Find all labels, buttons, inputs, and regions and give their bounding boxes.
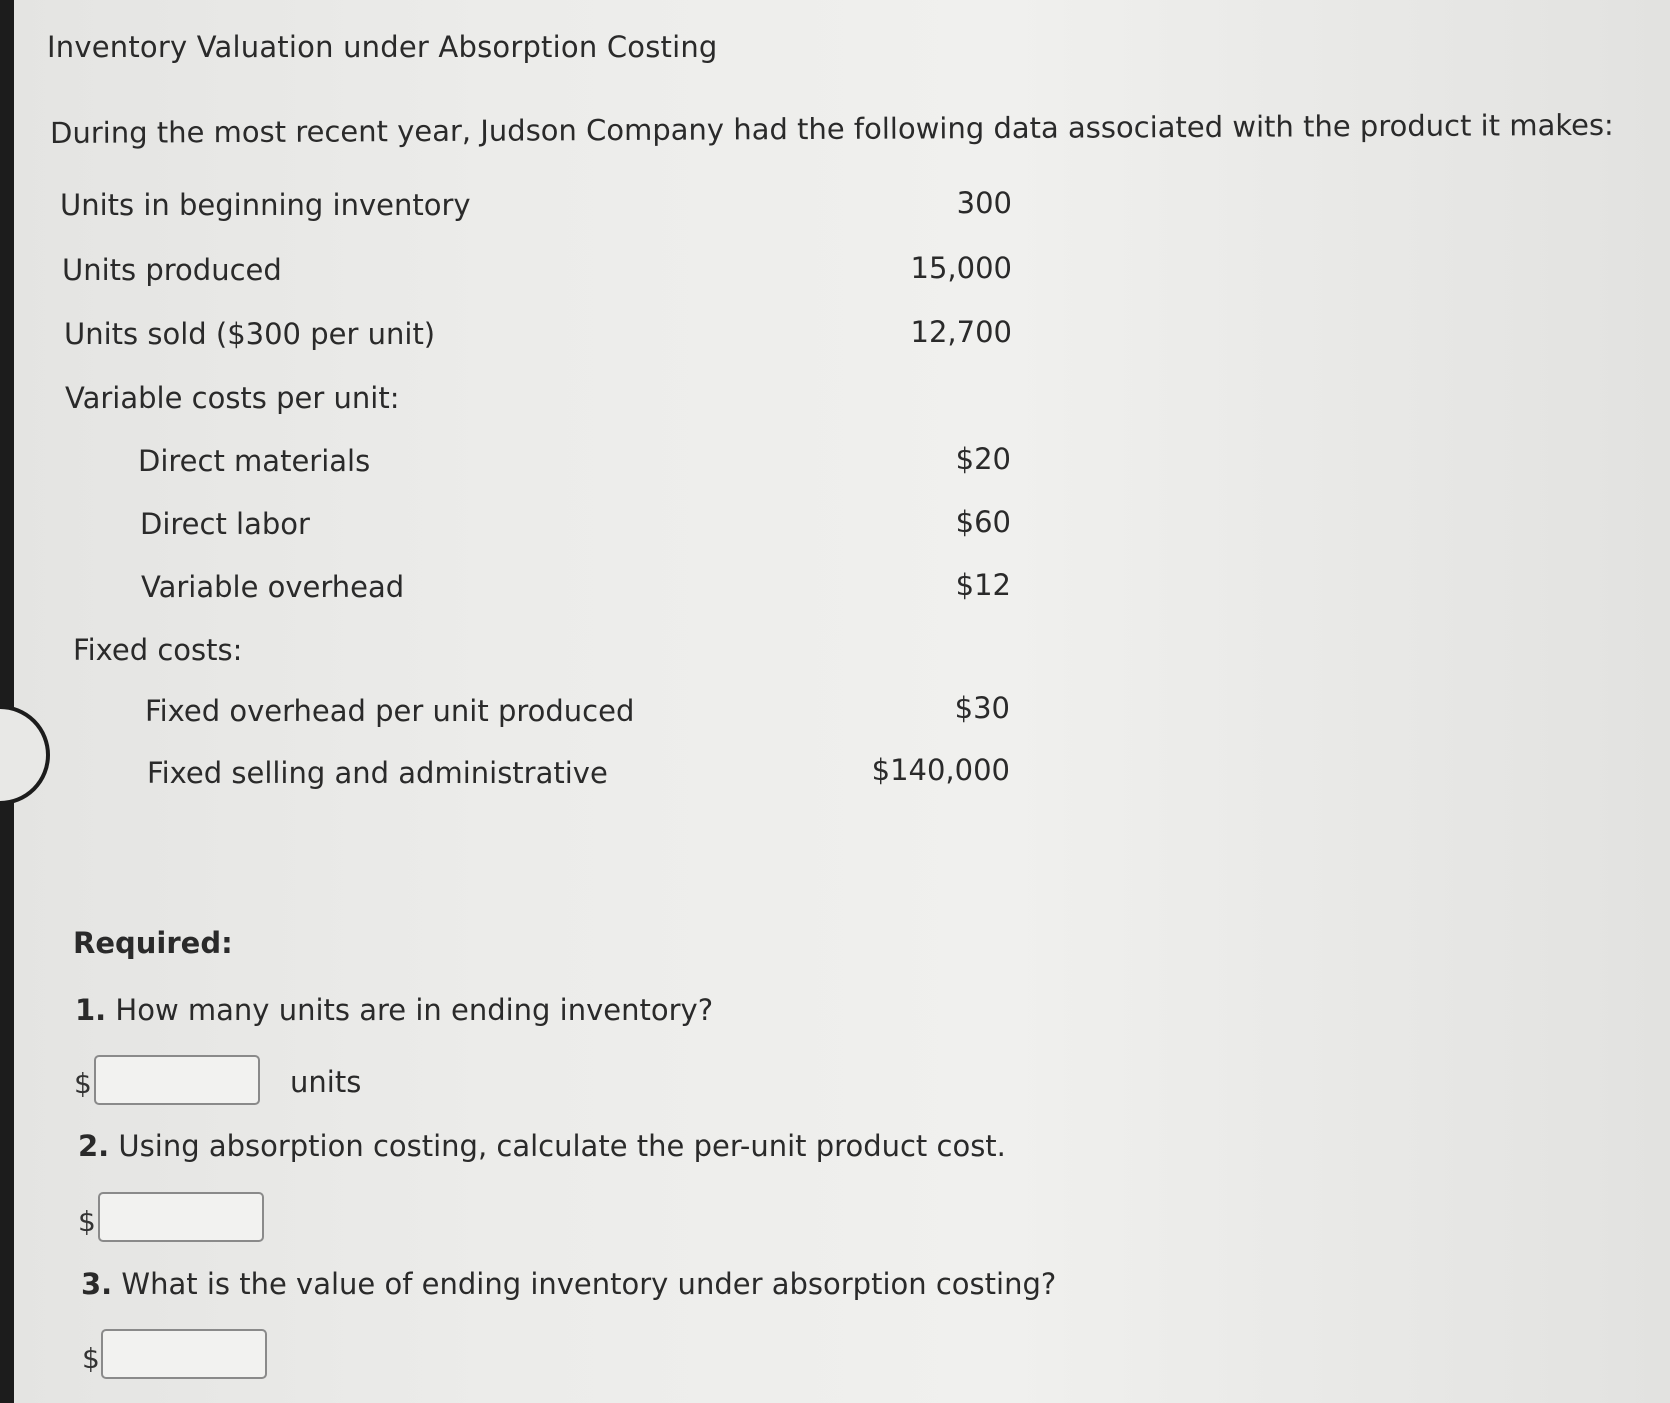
row-label-beginning-inventory: Units in beginning inventory: [60, 188, 471, 222]
row-value-units-sold: 12,700: [910, 315, 1012, 349]
question-2-number: 2.: [78, 1129, 110, 1163]
question-3-dollar-sign: $: [82, 1342, 100, 1375]
question-1-dollar-sign: $: [74, 1067, 92, 1100]
question-1-text: How many units are in ending inventory?: [115, 993, 714, 1027]
question-3-number: 3.: [81, 1267, 113, 1301]
row-value-fixed-overhead: $30: [954, 691, 1010, 725]
row-value-variable-overhead: $12: [955, 568, 1011, 602]
per-unit-product-cost-input[interactable]: [98, 1192, 264, 1242]
row-value-direct-materials: $20: [955, 442, 1011, 476]
question-1-units-label: units: [290, 1065, 362, 1099]
intro-text: During the most recent year, Judson Company had the following data associated with the product it makes:: [50, 107, 1614, 150]
row-label-units-sold: Units sold ($300 per unit): [64, 317, 436, 351]
row-value-beginning-inventory: 300: [956, 186, 1012, 220]
question-1: [75, 993, 713, 1027]
row-label-fixed-selling-admin: Fixed selling and administrative: [147, 756, 608, 790]
row-value-fixed-selling-admin: $140,000: [871, 753, 1010, 787]
row-label-variable-overhead: Variable overhead: [141, 570, 405, 604]
ending-inventory-value-input[interactable]: [101, 1329, 267, 1379]
question-2: [78, 1129, 1006, 1163]
row-label-direct-labor: Direct labor: [140, 507, 310, 541]
row-value-units-produced: 15,000: [910, 251, 1012, 285]
required-heading: Required:: [73, 926, 233, 960]
question-1-number: 1.: [75, 993, 107, 1027]
row-label-fixed-overhead: Fixed overhead per unit produced: [145, 694, 635, 728]
page-title: Inventory Valuation under Absorption Costing: [47, 30, 718, 64]
ending-inventory-units-input[interactable]: [94, 1055, 260, 1105]
row-label-direct-materials: Direct materials: [138, 444, 371, 478]
question-2-dollar-sign: $: [78, 1205, 96, 1238]
question-2-text: Using absorption costing, calculate the per-unit product cost.: [118, 1129, 1006, 1163]
row-value-direct-labor: $60: [955, 505, 1011, 539]
row-label-fixed-costs-heading: Fixed costs:: [73, 633, 243, 667]
question-3: [81, 1267, 1056, 1301]
row-label-variable-costs-heading: Variable costs per unit:: [65, 381, 400, 415]
question-3-text: What is the value of ending inventory under absorption costing?: [121, 1267, 1057, 1301]
row-label-units-produced: Units produced: [62, 253, 282, 287]
